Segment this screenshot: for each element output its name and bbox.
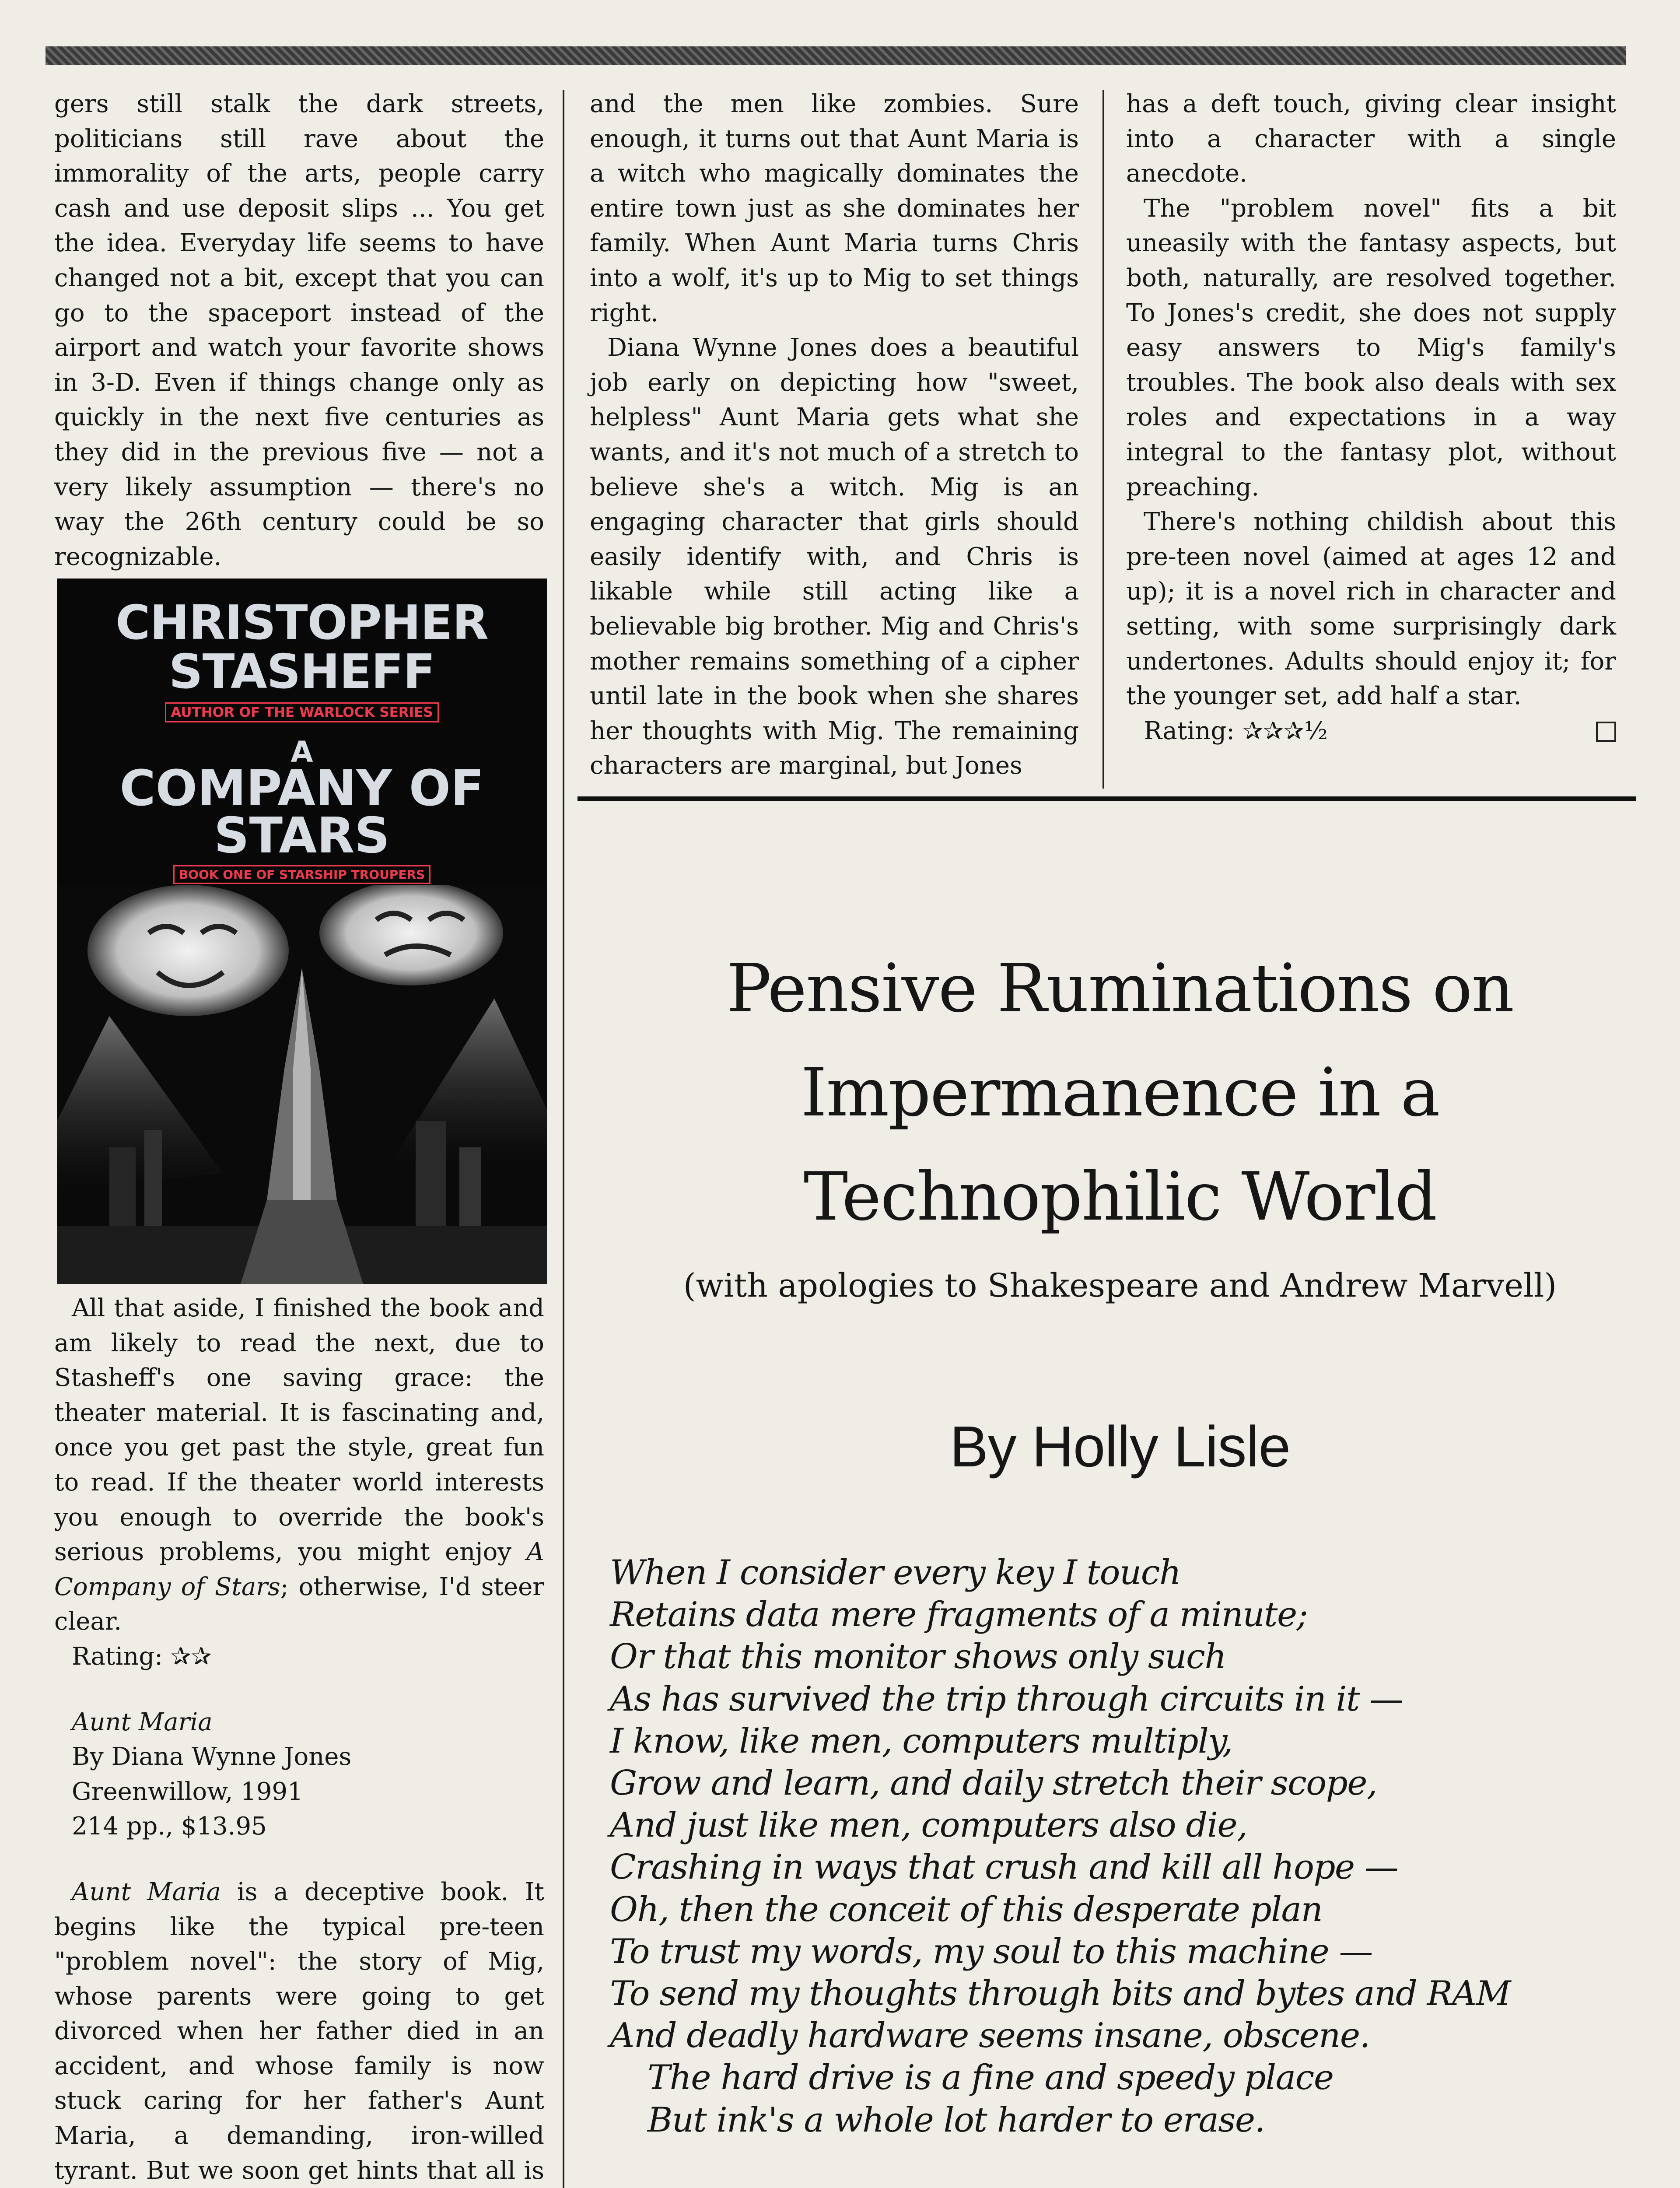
poem-body — [610, 1552, 1660, 2141]
poem-line: Retains data mere fragments of a minute; — [610, 1595, 1308, 1635]
poem-line: And just like men, computers also die, — [610, 1806, 1247, 1845]
top-border-bar — [46, 46, 1626, 65]
poem-line: Grow and learn, and daily stretch their scope, — [610, 1764, 1377, 1803]
review-paragraph: Diana Wynne Jones does a beautiful job early on depicting how "sweet, helpless" Aunt Maria gets what she wants, and it's not much of a stretch to believe she's a witch. Mig is an engaging character that girls should easily identify with, and Chris is likable while still acting like a believable big brother. Mig and Chris's mother remains something of a cipher until late in the book when she shares her thoughts with Mig. The remaining characters are marginal, but Jones — [590, 333, 1079, 780]
section-rule — [578, 796, 1636, 801]
poem-line: To send my thoughts through bits and bytes and RAM — [610, 1974, 1511, 2014]
column-2 — [590, 87, 1079, 783]
review-paragraph: gers still stalk the dark streets, politicians still rave about the immorality of the arts, people carry cash and use deposit slips ... You get the idea. Everyday life seems to have changed not a bit, except that you can go to the spaceport instead of the airport and watch your favorite shows in 3-D. Even if things change only as quickly in the next five centuries as they did in the previous five — not a very likely assumption — there's no way the 26th century could be so recognizable. — [54, 90, 544, 571]
poem-line: Or that this monitor shows only such — [610, 1637, 1226, 1677]
review-paragraph: There's nothing childish about this pre-teen novel (aimed at ages 12 and up); it is a novel rich in character and setting, with some surprisingly dark undertones. Adults should enjoy it; for the younger set, add half a star. — [1126, 508, 1616, 711]
cover-title-article: A — [290, 735, 313, 769]
poem-line: As has survived the trip through circuits in it — — [610, 1679, 1403, 1719]
book-pages: 214 pp., $13.95 — [72, 1812, 267, 1841]
poem-line: But ink's a whole lot harder to erase. — [648, 2100, 1265, 2140]
review-paragraph: has a deft touch, giving clear insight into a character with a single anecdote. — [1126, 90, 1616, 188]
column-rule-1 — [563, 90, 564, 2188]
review-paragraph: All that aside, I finished the book and am likely to read the next, due to Stasheff's one saving grace: the theater material. It is fascinating and, once you get past the style, great fun to read. If the theater world interests you enough to override the book's serious problems, you might enjoy A Company of Stars; otherwise, I'd steer clear. — [54, 1294, 544, 1636]
rating-stars: Rating: ✰✰ — [72, 1642, 212, 1671]
poem-byline: By Holly Lisle — [949, 1414, 1291, 1479]
book-author: By Diana Wynne Jones — [72, 1743, 352, 1771]
poem-line: Crashing in ways that crush and kill all hope — — [610, 1848, 1398, 1887]
end-mark-box — [1596, 722, 1616, 742]
poem-line: To trust my words, my soul to this machine — — [610, 1932, 1372, 1971]
rating-stars: Rating: ✰✰✰½ — [1126, 714, 1616, 749]
review-paragraph: The "problem novel" fits a bit uneasily with the fantasy aspects, but both, naturally, are resolved together. To Jones's credit, she does not supply easy answers to Mig's family's troubles. The book also deals with sex roles and expectations in a way integral to the fantasy plot, without preaching. — [1126, 194, 1616, 501]
cover-illustration — [57, 885, 547, 1284]
review-paragraph: Aunt Maria is a deceptive book. It begins like the typical pre-teen "problem novel": the story of Mig, whose parents were going to get divorced when her father died in an accident, and whose family is now stuck caring for her father's Aunt Maria, a demanding, iron-willed tyrant. But we soon get hints that all is — [54, 1877, 544, 2185]
cover-series-note: AUTHOR OF THE WARLOCK SERIES — [57, 705, 547, 720]
book-cover-image — [57, 579, 547, 1284]
poem-title: Pensive Ruminations on Impermanence in a Technophilic World — [726, 950, 1514, 1235]
poem-line: The hard drive is a fine and speedy place — [648, 2058, 1334, 2098]
book-info — [54, 1705, 544, 1844]
column-3 — [1126, 87, 1616, 748]
cover-title: COMPANY OF STARS — [119, 760, 484, 864]
cover-book-note: BOOK ONE OF STARSHIP TROUPERS — [57, 867, 547, 882]
book-title: Aunt Maria — [72, 1708, 213, 1736]
column-1-top — [54, 87, 544, 574]
column-1-bottom — [54, 1291, 544, 2188]
poem-line: Oh, then the conceit of this desperate plan — [610, 1890, 1323, 1929]
poem-subtitle: (with apologies to Shakespeare and Andrew Marvell) — [683, 1267, 1557, 1304]
poem-line: I know, like men, computers multiply, — [610, 1721, 1232, 1761]
poem-line: When I consider every key I touch — [610, 1553, 1181, 1592]
cover-author: CHRISTOPHER STASHEFF — [116, 596, 488, 699]
book-publisher: Greenwillow, 1991 — [72, 1777, 303, 1806]
column-rule-2 — [1102, 90, 1104, 789]
poem-line: And deadly hardware seems insane, obscene. — [610, 2016, 1370, 2056]
review-paragraph: and the men like zombies. Sure enough, it turns out that Aunt Maria is a witch who magically dominates the entire town just as she dominates her family. When Aunt Maria turns Chris into a wolf, it's up to Mig to set things right. — [590, 90, 1079, 327]
